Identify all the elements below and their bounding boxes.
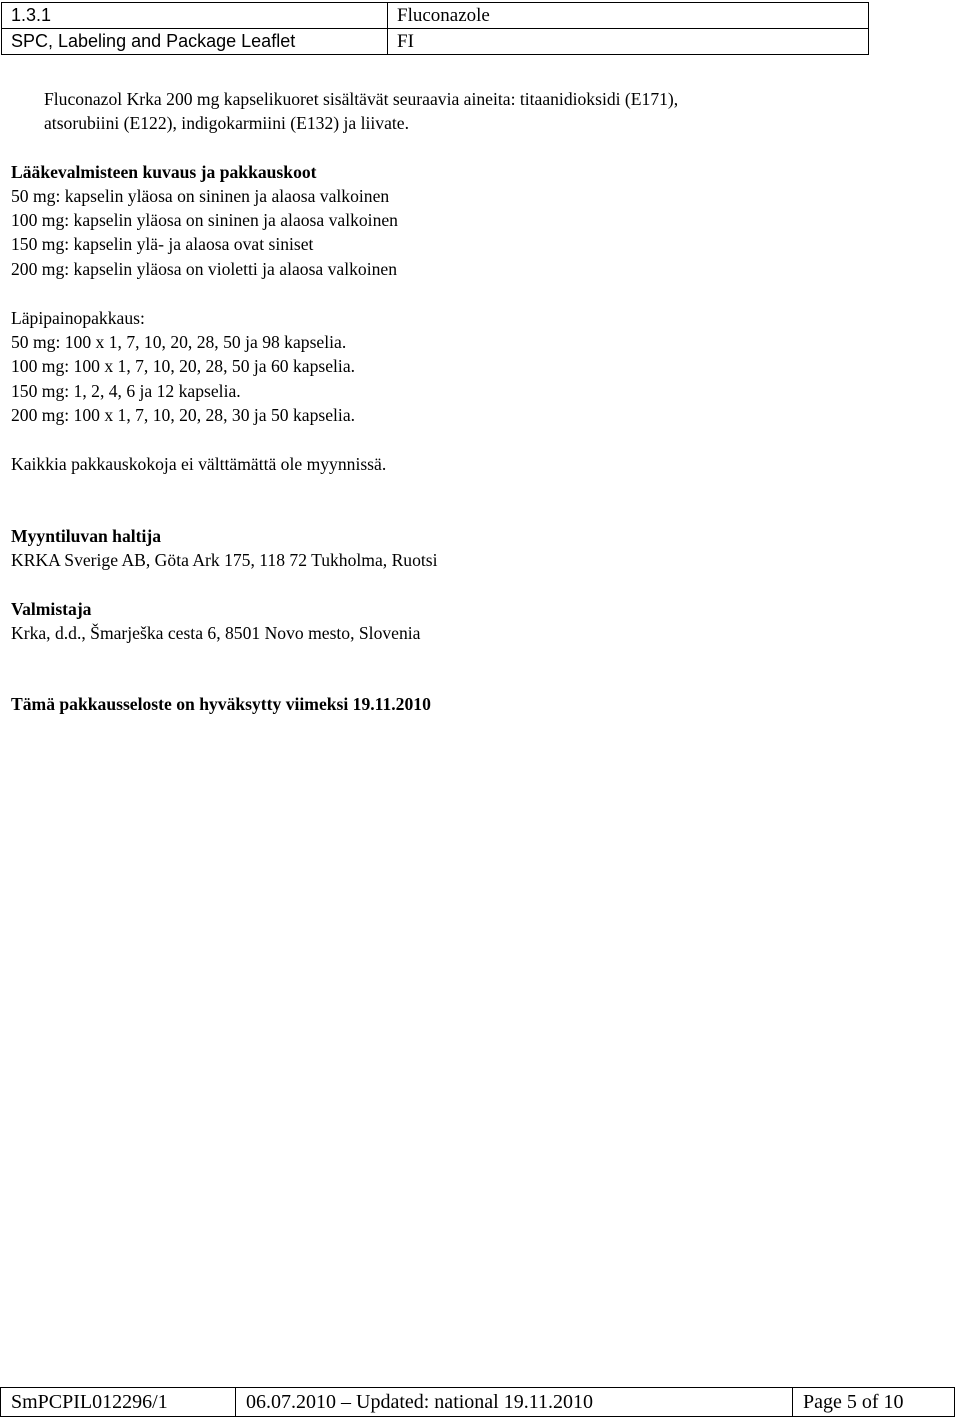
description-line: 150 mg: kapselin ylä- ja alaosa ovat siniset: [11, 234, 314, 254]
section-number: 1.3.1: [2, 3, 388, 29]
manufacturer-text: Krka, d.d., Šmarješka cesta 6, 8501 Novo mesto, Slovenia: [11, 623, 421, 643]
document-code: SmPCPIL012296/1: [1, 1388, 236, 1417]
blister-line: 50 mg: 100 x 1, 7, 10, 20, 28, 50 ja 98 kapselia.: [11, 332, 347, 352]
document-dates: 06.07.2010 – Updated: national 19.11.2010: [236, 1388, 793, 1417]
page-number: Page 5 of 10: [793, 1388, 955, 1417]
blister-line: 200 mg: 100 x 1, 7, 10, 20, 28, 30 ja 50 kapselia.: [11, 405, 356, 425]
country-code: FI: [388, 29, 869, 55]
description-line: 200 mg: kapselin yläosa on violetti ja alaosa valkoinen: [11, 259, 397, 279]
manufacturer-heading: Valmistaja: [11, 599, 92, 619]
description-line: 100 mg: kapselin yläosa on sininen ja alaosa valkoinen: [11, 210, 398, 230]
description-heading: Lääkevalmisteen kuvaus ja pakkauskoot: [11, 162, 317, 182]
intro-line: Fluconazol Krka 200 mg kapselikuoret sisältävät seuraavia aineita: titaanidioksidi (E171),: [44, 89, 679, 109]
document-type: SPC, Labeling and Package Leaflet: [2, 29, 388, 55]
description-line: 50 mg: kapselin yläosa on sininen ja alaosa valkoinen: [11, 186, 390, 206]
blister-line: 100 mg: 100 x 1, 7, 10, 20, 28, 50 ja 60 kapselia.: [11, 356, 356, 376]
blister-heading: Läpipainopakkaus:: [11, 308, 145, 328]
header-table: [1, 2, 869, 55]
intro-line: atsorubiini (E122), indigokarmiini (E132) ja liivate.: [44, 113, 409, 133]
holder-heading: Myyntiluvan haltija: [11, 526, 162, 546]
approval-date: Tämä pakkausseloste on hyväksytty viimeksi 19.11.2010: [11, 694, 431, 714]
availability-note: Kaikkia pakkauskokoja ei välttämättä ole myynnissä.: [11, 454, 387, 474]
product-name: Fluconazole: [388, 3, 869, 29]
footer-table: [0, 1387, 955, 1417]
holder-text: KRKA Sverige AB, Göta Ark 175, 118 72 Tukholma, Ruotsi: [11, 550, 438, 570]
blister-line: 150 mg: 1, 2, 4, 6 ja 12 kapselia.: [11, 381, 241, 401]
